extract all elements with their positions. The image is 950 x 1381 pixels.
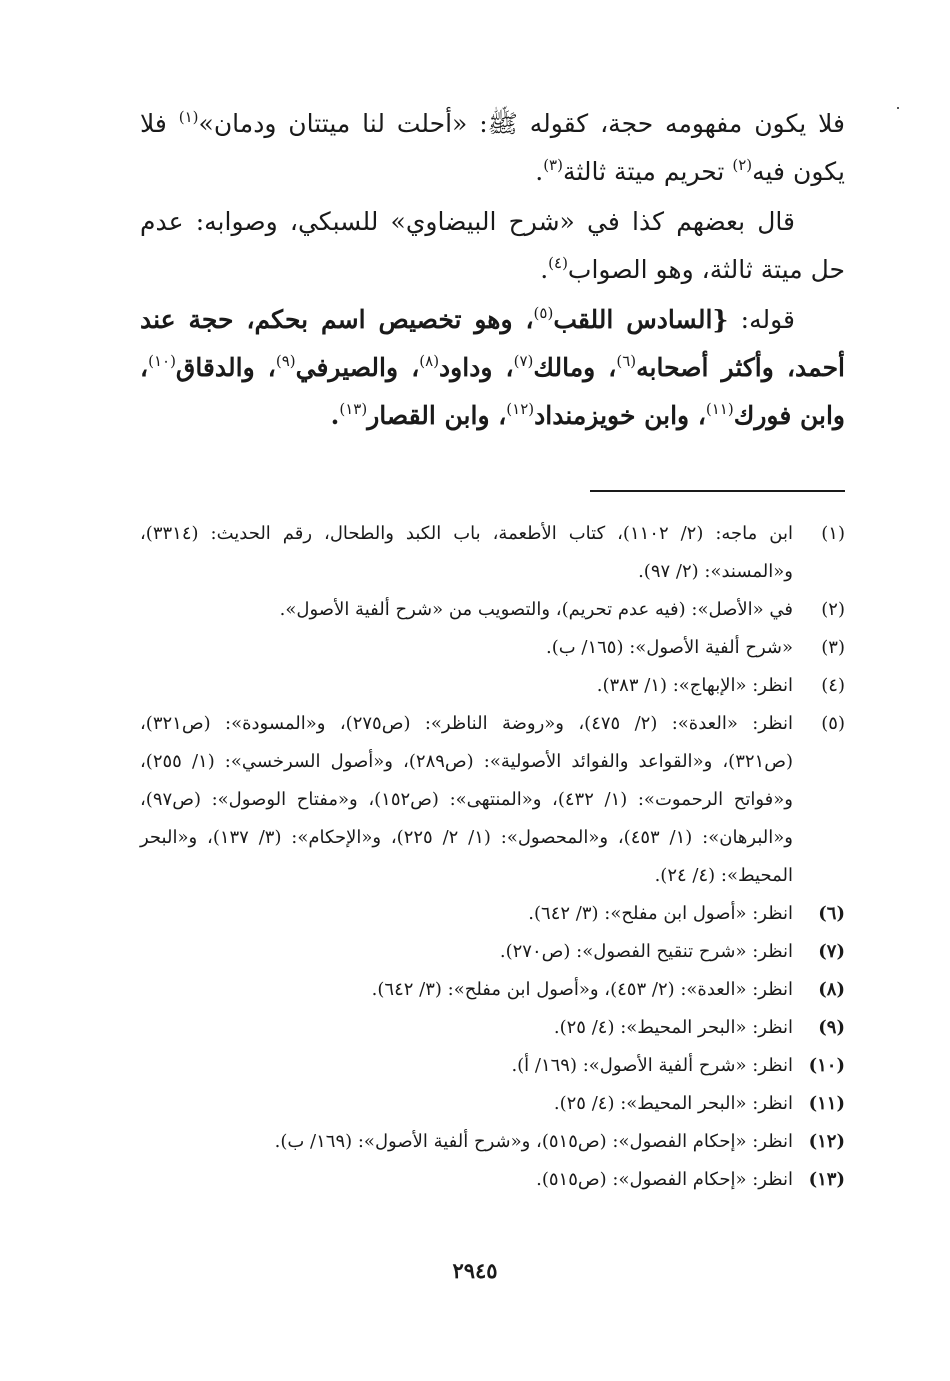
- footnote-number: (٩): [818, 1017, 845, 1038]
- footnote-marker: (٩): [275, 352, 296, 370]
- footnote-number: (٧): [818, 941, 845, 962]
- body-text: .: [540, 255, 549, 284]
- footnote-item: [140, 629, 845, 667]
- quoted-matn-text: .: [330, 401, 340, 430]
- paragraph-1: [140, 100, 845, 196]
- footnote-item: [140, 895, 845, 933]
- footnote-marker: (٦): [616, 352, 637, 370]
- margin-speck: [897, 107, 899, 109]
- footnote-item: [140, 1123, 845, 1161]
- footnote-item: [140, 1047, 845, 1085]
- footnote-separator: [590, 490, 845, 492]
- footnote-item: [140, 591, 845, 629]
- quoted-matn-text: ، وابن خويزمنداد: [534, 401, 706, 430]
- footnote-item: [140, 933, 845, 971]
- footnote-number: (٦): [818, 903, 845, 924]
- quoted-matn-text: {السادس اللقب: [553, 305, 729, 334]
- body-text: فلا يكون فيه: [140, 109, 845, 186]
- footnote-marker: (٤): [548, 254, 568, 272]
- paragraph-2: [140, 198, 845, 294]
- footnote-number: (١٠): [808, 1055, 845, 1076]
- footnote-text: انظر: «العدة»: (٢/ ٤٥٣)، و«أصول ابن مفلح»: (٣/ ٦٤٢).: [371, 979, 793, 1000]
- footnote-text: انظر: «إحكام الفصول»: (ص٥١٥).: [536, 1169, 793, 1190]
- body-text: .: [535, 157, 544, 186]
- footnote-text: انظر: «شرح تنقيح الفصول»: (ص٢٧٠).: [499, 941, 793, 962]
- body-text: قوله:: [728, 305, 795, 334]
- footnote-marker: (١٠): [148, 352, 176, 370]
- body-text: قال بعضهم كذا في «شرح البيضاوي» للسبكي، وصوابه: عدم حل ميتة ثالثة، وهو الصواب: [140, 207, 845, 284]
- footnote-item: [140, 1161, 845, 1199]
- paragraph-3: [140, 296, 845, 440]
- footnote-marker: (٧): [513, 352, 534, 370]
- footnotes: [140, 515, 845, 1199]
- body-text: فلا يكون مفهومه حجة، كقوله ﷺ: «أحلت لنا ميتتان ودمان»: [198, 109, 845, 138]
- footnote-text: انظر: «البحر المحيط»: (٤/ ٢٥).: [553, 1093, 793, 1114]
- footnote-item: [140, 705, 845, 895]
- footnote-text: انظر: «إحكام الفصول»: (ص٥١٥)، و«شرح ألفية الأصول»: (١٦٩/ ب).: [274, 1131, 793, 1152]
- footnote-number: (١١): [808, 1093, 845, 1114]
- footnote-text: انظر: «أصول ابن مفلح»: (٣/ ٦٤٢).: [528, 903, 793, 924]
- footnote-text: انظر: «البحر المحيط»: (٤/ ٢٥).: [553, 1017, 793, 1038]
- quoted-matn-text: ، ومالك: [533, 353, 617, 382]
- footnote-marker: (١٣): [339, 400, 368, 418]
- footnote-number: (٤): [821, 675, 845, 696]
- quoted-matn-text: ، وداود: [439, 353, 514, 382]
- quoted-matn-text: ، وابن القصار: [367, 401, 507, 430]
- footnote-marker: (٣): [543, 156, 563, 174]
- footnote-number: (١٣): [808, 1169, 845, 1190]
- footnote-marker: (٥): [533, 304, 554, 322]
- footnote-item: [140, 1009, 845, 1047]
- footnote-item: [140, 1085, 845, 1123]
- quoted-matn-text: ، وهو تخصيص اسم بحكم، حجة عند أحمد، وأكثر أصحابه: [140, 305, 845, 382]
- footnote-marker: (١١): [705, 400, 734, 418]
- footnote-marker: (٨): [419, 352, 440, 370]
- page-number: ٢٩٤٥: [452, 1258, 498, 1283]
- footnote-number: (١٢): [808, 1131, 845, 1152]
- footnote-text: في «الأصل»: (فيه عدم تحريم)، والتصويب من «شرح ألفية الأصول».: [279, 599, 793, 620]
- main-text: [140, 100, 845, 440]
- footnote-number: (٣): [821, 637, 845, 658]
- body-text: تحريم ميتة ثالثة: [562, 157, 733, 186]
- footnote-text: ابن ماجه: (٢/ ١١٠٢)، كتاب الأطعمة، باب الكبد والطحال، رقم الحديث: (٣٣١٤)، و«المسند»: (٢/ ٩٧).: [140, 523, 793, 582]
- footnote-text: انظر: «العدة»: (٢/ ٤٧٥)، و«روضة الناظر»: (ص٢٧٥)، و«المسودة»: (ص٣٢١)، (ص٣٢١)، و«القواعد والفوائد الأصولية»: (ص٢٨٩)، و«أصول السرخسي»: (١/ ٢٥٥)، و«فواتح الرحموت»: (١/ ٤٣٢)، و«المنتهى»: (ص١٥٢)، و«مفتاح الوصول»: (ص٩٧)، و«البرهان»: (١/ ٤٥٣)، و«المحصول»: (١/ ٢/ ٢٢٥)، و«الإحكام»: (٣/ ١٣٧)، و«البحر المحيط»: (٤/ ٢٤).: [140, 713, 793, 886]
- footnote-number: (١): [821, 523, 845, 544]
- footnote-text: انظر: «شرح ألفية الأصول»: (١٦٩/ أ).: [511, 1055, 793, 1076]
- footnote-number: (٥): [821, 713, 845, 734]
- footnote-text: «شرح ألفية الأصول»: (١٦٥/ ب).: [545, 637, 793, 658]
- footnote-marker: (١): [178, 108, 199, 126]
- footnote-number: (٢): [821, 599, 845, 620]
- footnote-item: [140, 667, 845, 705]
- quoted-matn-text: ، والدقاق: [175, 353, 276, 382]
- quoted-matn-text: ، والصيرفي: [295, 353, 420, 382]
- footnote-number: (٨): [818, 979, 845, 1000]
- footnote-marker: (٢): [732, 156, 753, 174]
- footnote-item: [140, 971, 845, 1009]
- quoted-matn-text: ، وابن فورك: [140, 353, 845, 430]
- footnote-marker: (١٢): [506, 400, 535, 418]
- footnote-text: انظر: «الإبهاج»: (١/ ٣٨٣).: [596, 675, 793, 696]
- footnote-item: [140, 515, 845, 591]
